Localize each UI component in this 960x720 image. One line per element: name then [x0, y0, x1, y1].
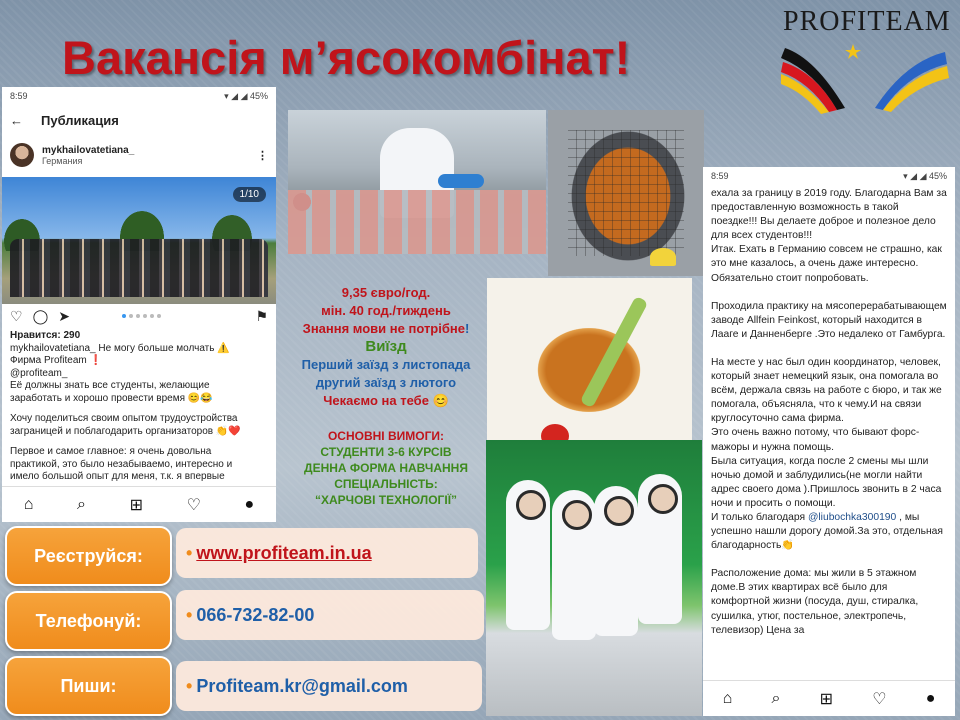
roast-chicken-photo: [487, 278, 692, 460]
waiting-message: Чекаємо на тебе 😊: [323, 393, 449, 408]
caption-line: Первое и самое главное: я очень довольна: [10, 446, 212, 457]
caption-line: имело большой опыт для меня, т.к. я впервые: [10, 471, 225, 482]
requirement-item: ДЕННА ФОРМА НАВЧАННЯ: [304, 461, 468, 475]
profile-icon[interactable]: ●: [244, 495, 255, 513]
more-options-icon[interactable]: ⋮: [257, 149, 268, 162]
requirement-item: “ХАРЧОВІ ТЕХНОЛОГІЇ”: [314, 493, 457, 507]
website-link[interactable]: www.profiteam.in.ua: [196, 542, 372, 563]
profiteam-logo: [775, 4, 955, 116]
workers-group-photo: [486, 440, 702, 716]
chicken-wings-photo: [548, 110, 704, 276]
heart-icon[interactable]: ♡: [186, 496, 201, 514]
instagram-post-screenshot-left: [2, 87, 276, 522]
caption-line: Её должны знать все студенты, желающие: [10, 380, 210, 391]
language-requirement: Знання мови не потрібне!: [302, 321, 470, 336]
home-icon[interactable]: ⌂: [722, 689, 733, 707]
departure-first: Перший заїзд з листопада: [301, 357, 471, 372]
logo-text: PROFITEAM: [783, 6, 951, 37]
departure-second: другий заїзд з лютого: [315, 375, 457, 390]
caption-line: Фирма Profiteam ❗: [10, 355, 102, 366]
phone-field[interactable]: • 066-732-82-00: [176, 590, 484, 640]
photo-group-of-students: [10, 239, 268, 297]
requirements-title: ОСНОВНІ ВИМОГИ:: [327, 429, 445, 443]
post-paragraph: Проходила практику на мясоперерабатывающем заводе Allfein Feinkost, который находится в Лааге и Данненберге .Это недалеко от Гамбурга.: [711, 300, 947, 340]
job-offer-details: [276, 284, 496, 508]
departure-title: Виїзд: [365, 338, 407, 355]
search-icon[interactable]: ⌕: [771, 689, 781, 707]
caption-line: заработать и хорошо провести время 😊😂: [10, 392, 213, 404]
search-icon[interactable]: ⌕: [77, 495, 86, 513]
requirement-item: СПЕЦІАЛЬНІСТЬ:: [334, 477, 438, 491]
add-post-icon[interactable]: ⊞: [819, 690, 834, 708]
post-caption: [2, 328, 276, 486]
caption-line: заграницей и поблагодарить организаторов 👏❤️: [10, 425, 241, 437]
factory-worker-photo: [288, 110, 546, 254]
website-field[interactable]: • www.profiteam.in.ua: [176, 528, 478, 578]
logo-wings-icon: [775, 38, 955, 116]
post-text: [703, 185, 955, 654]
post-header: [2, 135, 276, 175]
status-bar: [2, 87, 276, 105]
comment-icon[interactable]: ◯: [32, 307, 49, 324]
home-icon[interactable]: ⌂: [23, 495, 34, 513]
user-mention[interactable]: @liubochka300190: [807, 511, 897, 523]
post-paragraph: Расположение дома: мы жили в 5 этажном доме.В этих квартирах всё было для комфортной жизни (посуда, душ, стиралка, сушилка, утюг, постельное, электропечь, телевизор) Цена за: [711, 568, 919, 636]
status-time: 8:59: [711, 171, 729, 181]
profile-icon[interactable]: ●: [925, 689, 936, 707]
appbar-title: Публикация: [41, 112, 119, 128]
share-icon[interactable]: ➤: [58, 307, 70, 324]
status-bar: [703, 167, 955, 185]
heart-icon[interactable]: ♡: [872, 690, 887, 708]
heart-icon[interactable]: ♡: [10, 307, 23, 324]
post-paragraph: На месте у нас был один координатор, человек, который знает немецкий язык, она помогала во всём, держала связь на работе с бюро, и так же помогала, объясняла, что к чему.И на связи круглосуточно сама фирма. Это очень важно потому, что бывают форс-мажоры и нужна помощь. Была ситуация, когда после 2 смены мы шли ночью домой и заблудились(не могли найти адрес своего дома ).Пришлось звонить в 2 часа ночи и просить о помощи.: [711, 356, 942, 509]
email-field[interactable]: • Profiteam.kr@gmail.com: [176, 661, 482, 711]
instagram-post-screenshot-right: [703, 167, 955, 716]
requirement-item: СТУДЕНТИ 3-6 КУРСІВ: [320, 445, 452, 459]
status-time: 8:59: [10, 91, 28, 101]
instagram-bottom-nav: [703, 680, 955, 716]
avatar[interactable]: [10, 143, 34, 167]
photo-counter: 1/10: [233, 187, 266, 202]
caption-line: практикой, это было незабываемо, интересно и: [10, 458, 233, 470]
post-photo[interactable]: [2, 177, 276, 304]
post-username[interactable]: mykhailovatetiana_: [42, 144, 135, 156]
status-indicators: ▾ ◢ ◢ 45%: [224, 90, 268, 101]
status-indicators: ▾ ◢ ◢ 45%: [903, 170, 947, 181]
weekly-hours: мін. 40 год./тиждень: [321, 303, 451, 318]
carousel-dots: [122, 314, 161, 318]
post-actions: [2, 304, 276, 328]
email-address[interactable]: Profiteam.kr@gmail.com: [196, 675, 408, 696]
call-label: Телефонуй:: [5, 591, 172, 651]
write-label: Пиши:: [5, 656, 172, 716]
register-label: Реєструйся:: [5, 526, 172, 586]
likes-count: Нравится: 290: [10, 330, 81, 341]
add-post-icon[interactable]: ⊞: [129, 496, 143, 514]
post-paragraph: ехала за границу в 2019 году. Благодарна Вам за предоставленную возможность в такой поездке!!! Вы делаете доброе и полезное дело для всех студентов!!! Итак. Ехать в Германию совсем не страшно, как это мне казалось, а очень даже интересно. Обязательно стоит попробовать.: [711, 188, 947, 284]
caption-mention[interactable]: @profiteam_: [10, 367, 68, 379]
caption-line: mykhailovatetiana_ Не могу больше молчать ⚠️: [10, 342, 230, 354]
bookmark-icon[interactable]: ⚑: [255, 307, 268, 324]
app-bar: [2, 105, 276, 135]
post-location[interactable]: Германия: [42, 155, 83, 166]
phone-number[interactable]: 066-732-82-00: [196, 604, 315, 625]
back-arrow-icon[interactable]: ←: [10, 112, 23, 128]
headline: Вакансія м’ясокомбінат!: [62, 31, 631, 84]
instagram-bottom-nav: [2, 486, 276, 522]
thanks-paragraph: И только благодаря @liubochka300190 , мы успешно нашли дорогу домой.За это, отдельная благодарность👏: [711, 511, 943, 552]
pay-rate: 9,35 євро/год.: [341, 285, 431, 300]
caption-line: Хочу поделиться своим опытом трудоустройства: [10, 413, 238, 424]
